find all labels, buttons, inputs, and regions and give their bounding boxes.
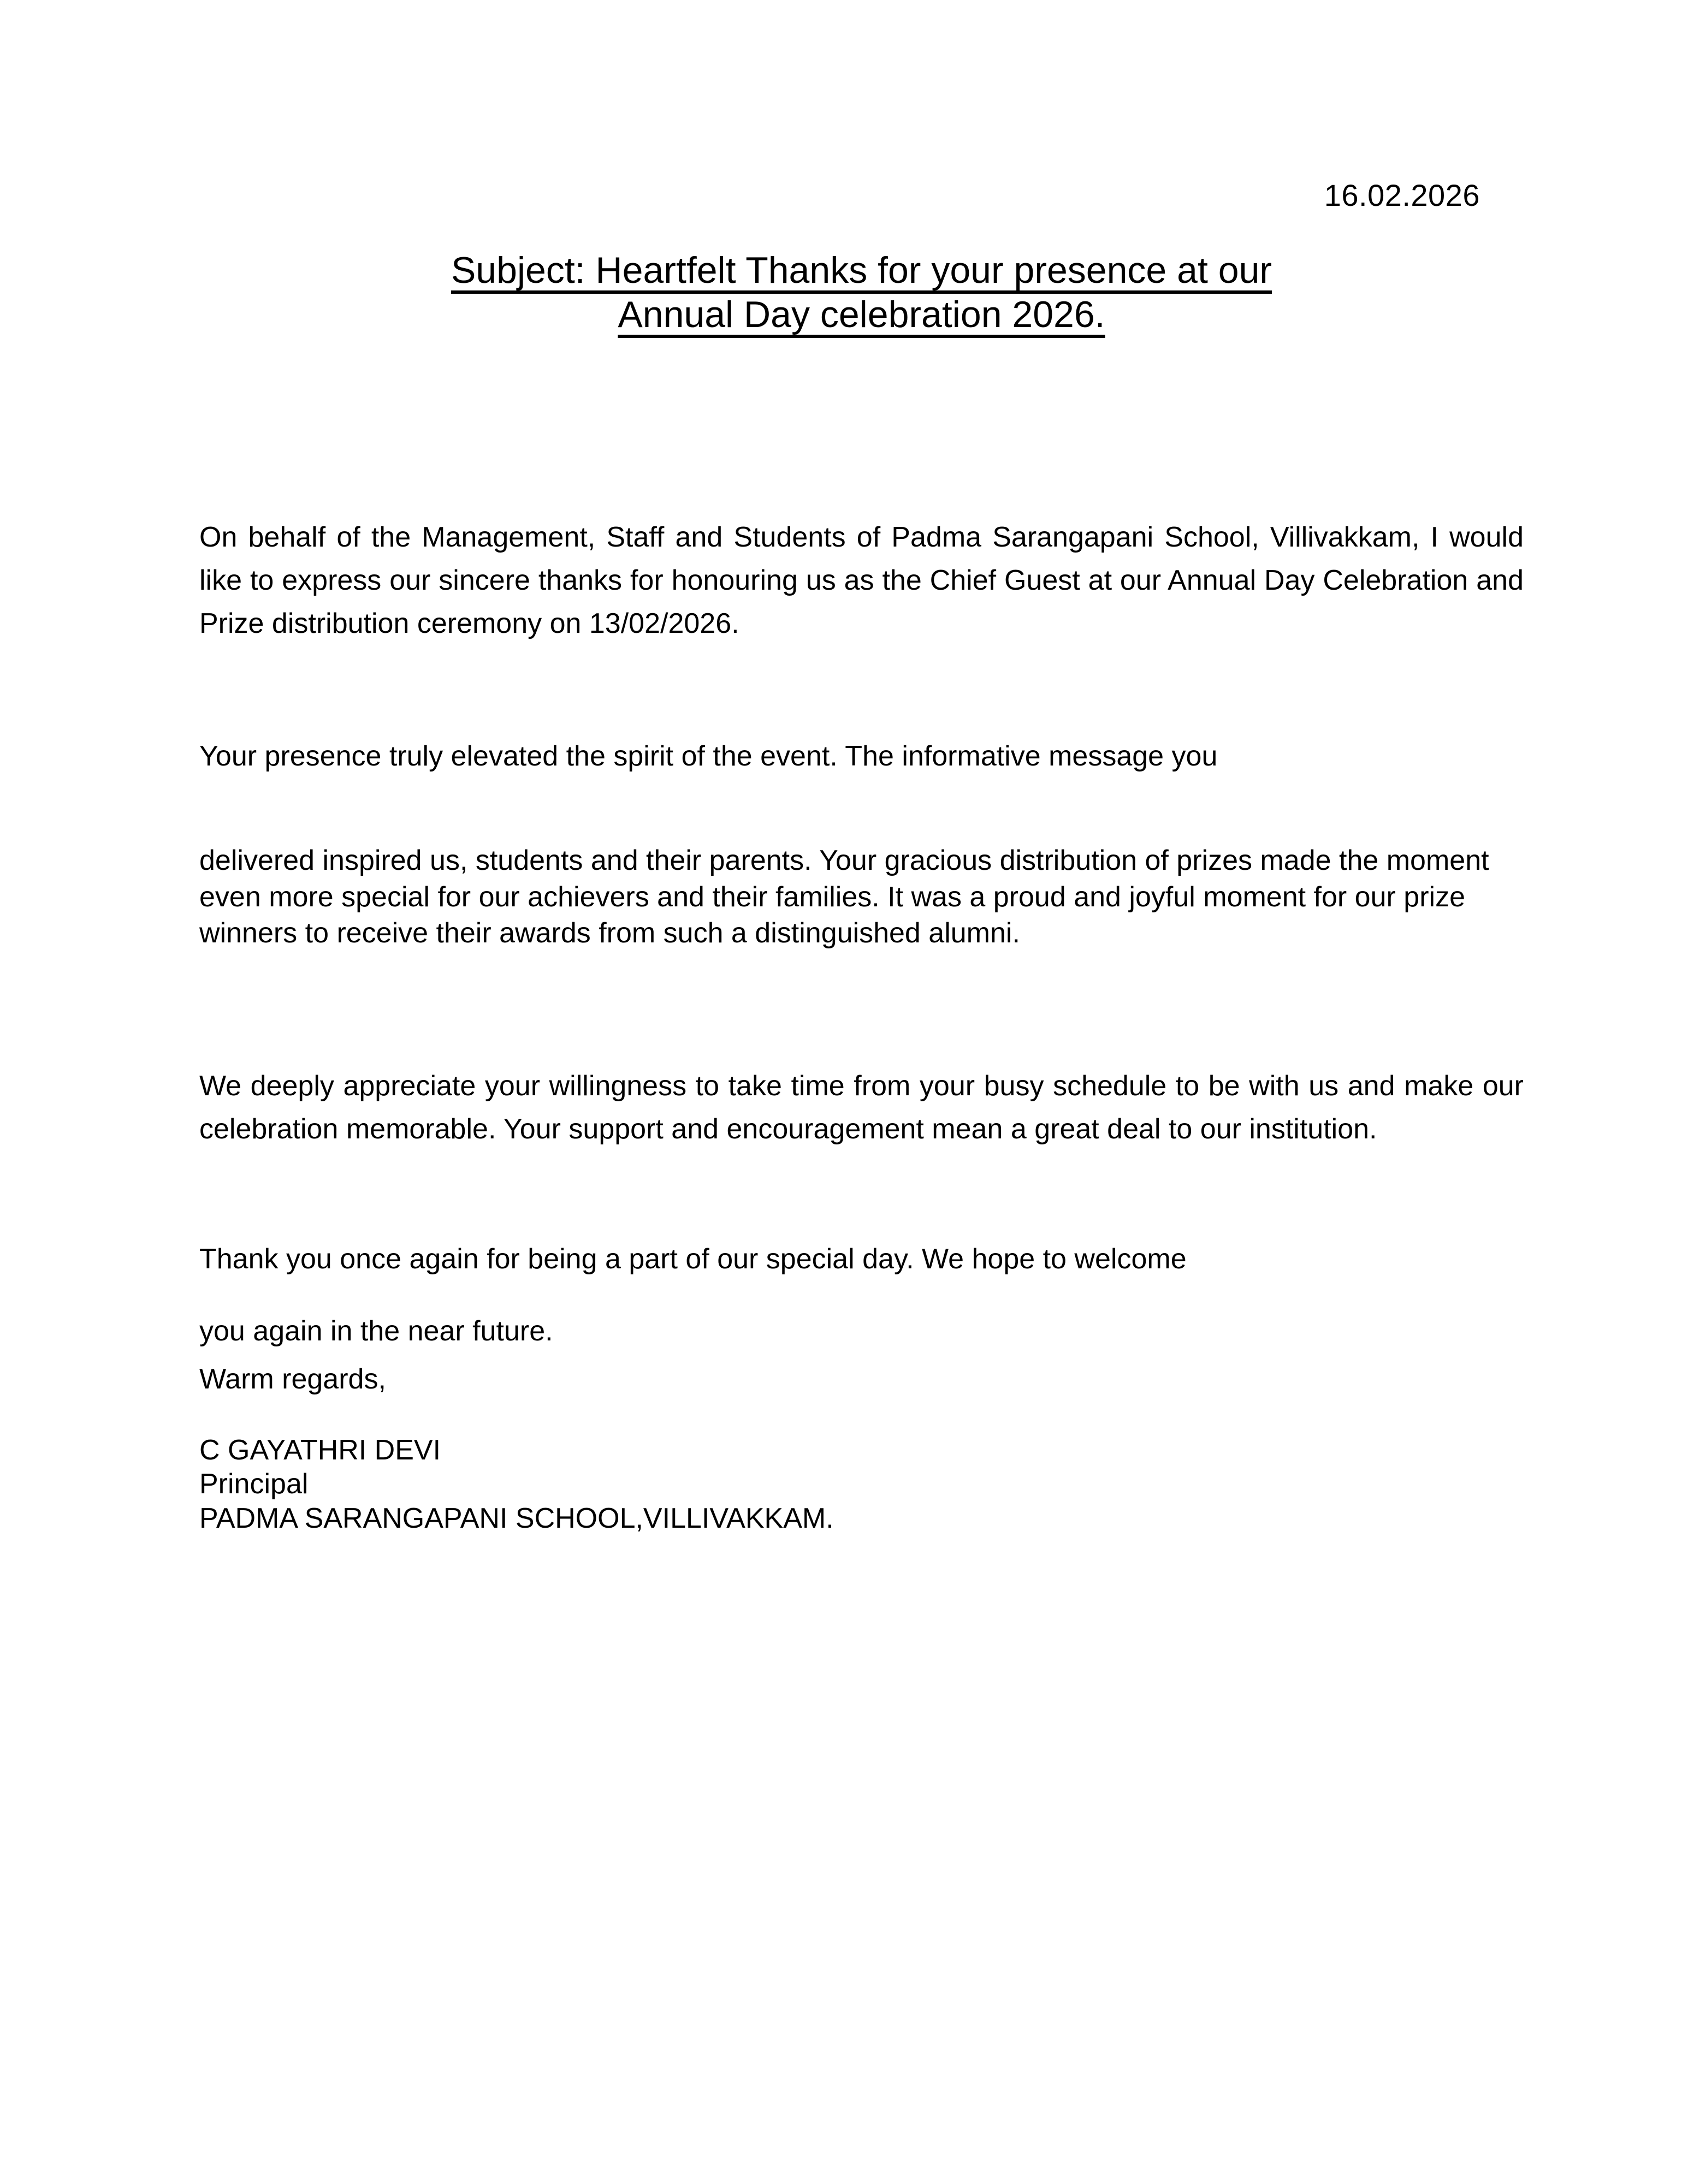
body-paragraph-closing: you again in the near future. <box>199 1315 553 1347</box>
subject-heading-line-1 <box>199 248 1524 293</box>
subject-heading <box>199 248 1524 337</box>
signature-block <box>199 1433 1524 1535</box>
subject-heading-line-2-text: Annual Day celebration 2026. <box>618 293 1105 335</box>
body-paragraph-signoff: Warm regards, <box>199 1363 386 1395</box>
subject-heading-line-2 <box>199 293 1524 337</box>
signatory-title: Principal <box>199 1468 309 1500</box>
body-paragraph-closing-lead: Thank you once again for being a part of our special day. We hope to welcome <box>199 1243 1187 1275</box>
document-date: 16.02.2026 <box>1324 178 1480 212</box>
body-paragraph-gratitude: We deeply appreciate your willingness to take time from your busy schedule to be with us and make our celebration memorable. Your support and encouragement mean a great deal to our institution. <box>199 1070 1524 1146</box>
signatory-institution: PADMA SARANGAPANI SCHOOL,VILLIVAKKAM. <box>199 1502 834 1534</box>
signatory-name: C GAYATHRI DEVI <box>199 1434 441 1466</box>
body-paragraph-intro: On behalf of the Management, Staff and Students of Padma Sarangapani School, Villivakkam, I would like to express our sincere thanks for honouring us as the Chief Guest at our Annual Day Celebration and Prize distribution ceremony on 13/02/2026. <box>199 521 1524 640</box>
body-paragraph-appreciation-lead: Your presence truly elevated the spirit of the event. The informative message you <box>199 740 1218 772</box>
subject-heading-line-1-text: Subject: Heartfelt Thanks for your presence at our <box>451 250 1272 291</box>
body-paragraph-appreciation: delivered inspired us, students and their parents. Your gracious distribution of prizes made the moment even more special for our achievers and their families. It was a proud and joyful moment for our prize winners to receive their awards from such a distinguished alumni. <box>199 845 1489 949</box>
